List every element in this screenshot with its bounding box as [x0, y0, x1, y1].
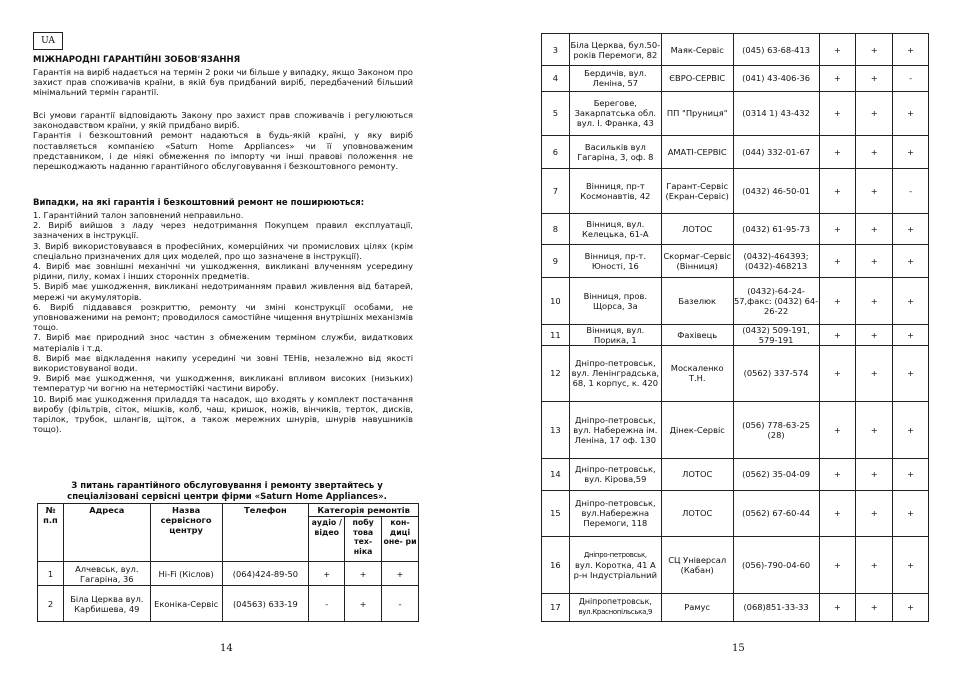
- table-row: 12 Дніпро-петровськ, вул. Ленінградська, 68, 1 корпус, к. 420 Москаленко Т.Н. (0562) 337-574 + + +: [542, 346, 929, 402]
- address-cell: Берегове, Закарпатська обл. вул. І. Франка, 43: [569, 91, 661, 135]
- table-row: 3 Біла Церква, бул.50- років Перемоги, 82 Маяк-Сервіс (045) 63-68-413 + + +: [542, 34, 929, 66]
- exclusions-list: [33, 210, 413, 434]
- exclusion-item: 2. Виріб вийшов з ладу через недотримання Покупцем правил експлуатації, зазначених в інструкції.: [33, 220, 413, 241]
- header-address: Адреса: [63, 504, 150, 562]
- address-cell: Біла Церква, бул.50- років Перемоги, 82: [569, 34, 661, 66]
- service-centers-title: З питань гарантійного обслуговування і ремонту звертайтесь у спеціалізовані сервісні центри фірми «Saturn Home Appliances».: [67, 481, 387, 502]
- exclusion-item: 1. Гарантійний талон заповнений неправильно.: [33, 210, 244, 220]
- page-number: 14: [220, 643, 233, 654]
- table-row: 15 Дніпро-петровськ, вул.Набережна Перемоги, 118 ЛОТОС (0562) 67-60-44 + + +: [542, 490, 929, 536]
- language-label: UA: [33, 32, 63, 50]
- header-category: Категорія ремонтів: [309, 504, 419, 517]
- exclusion-item: 8. Виріб має відкладення накипу усередині чи зовні ТЕНів, незалежно від якості використовуваної води.: [33, 352, 413, 374]
- right-page: [477, 0, 954, 675]
- address-cell: Дніпро-петровськ, вул. Ленінградська, 68, 1 корпус, к. 420: [569, 346, 661, 402]
- service-table-right: [541, 33, 929, 622]
- table-row: 6 Васильків вул Гагаріна, 3, оф. 8 АМАТІ-СЕРВІС (044) 332-01-67 + + +: [542, 136, 929, 169]
- page-number: 15: [732, 643, 745, 654]
- exclusion-item: 5. Виріб має ушкодження, викликані недотриманням правил живлення від батарей, мережі чи акумуляторів.: [33, 281, 413, 302]
- table-row: 1 Алчевськ, вул. Гагаріна, 36 Hi-Fi (Кіслов) (064)424-89-50 + + +: [38, 562, 419, 586]
- exclusion-item: 9. Виріб має ушкодження, чи ушкодження, викликані впливом високих (низьких) температур чи вогню на нетермостійкі частини виробу.: [33, 373, 413, 394]
- address-cell: Вінниця, пр-т. Юності, 16: [569, 245, 661, 278]
- header-audio-video: аудіо / відео: [309, 516, 345, 561]
- header-appliances: побу това тех- ніка: [345, 516, 382, 561]
- warranty-title: МІЖНАРОДНІ ГАРАНТІЙНІ ЗОБОВ'ЯЗАННЯ: [33, 55, 241, 65]
- header-phone: Телефон: [222, 504, 309, 562]
- warranty-paragraph-1: Гарантія на виріб надається на термін 2 роки чи більше у випадку, якщо Законом про захист прав споживачів країни, в якій був придбаний виріб, передбачений більший мінімальний термін гарантії.: [33, 67, 413, 98]
- service-table-left: [37, 503, 419, 622]
- address-cell: Дніпро-петровськ, вул. Кірова,59: [569, 459, 661, 490]
- warranty-paragraph-2: Всі умови гарантії відповідають Закону про захист прав споживачів і регулюються законодавством країни, у якій придбано виріб. Гарантія і безкоштовний ремонт надаються в будь-якій країні, у яку виріб поставляється компанією «Saturn Home Appliances» чи її уповноваженим представником, і де ніякі обмеження по імпорту чи інші правові положення не перешкоджають наданню гарантійного обслуговування і безкоштовного ремонту.: [33, 110, 413, 172]
- table-row: 4 Бердичів, вул. Леніна, 57 ЄВРО-СЕРВІС (041) 43-406-36 + + -: [542, 66, 929, 91]
- table-row: 11 Вінниця, вул. Порика, 1 Фахівець (0432) 509-191, 579-191 + + +: [542, 324, 929, 345]
- table-row: 2 Біла Церква вул. Карбишева, 49 Еконіка-Сервіс (04563) 633-19 - + -: [38, 586, 419, 622]
- table-row: 5 Берегове, Закарпатська обл. вул. І. Франка, 43 ПП "Пруниця" (0314 1) 43-432 + + +: [542, 91, 929, 135]
- exclusion-item: 10. Виріб має ушкодження приладдя та насадок, що входять у комплект постачання виробу (фільтрів, сіток, мішків, колб, чаш, кришок, ножів, вінчиків, терток, дисків, тарілок, трубок, шлангів, щіток, а також мережних шнурів, шнурів навушників тощо).: [33, 393, 413, 435]
- address-cell: Дніпро-петровськ, вул. Набережна ім. Леніна, 17 оф. 130: [569, 401, 661, 459]
- address-cell: Дніпро-петровськ, вул.Набережна Перемоги, 118: [569, 490, 661, 536]
- address-cell: Вінниця, пров. Щорса, 3а: [569, 278, 661, 324]
- exclusion-item: 7. Виріб має природний знос частин з обмеженим терміном служби, видаткових матеріалів і т.д.: [33, 332, 413, 353]
- header-num: № п.п: [38, 504, 64, 562]
- address-cell: Вінниця, вул. Келецька, 61-А: [569, 213, 661, 244]
- table-row: 10 Вінниця, пров. Щорса, 3а Базелюк (0432)-64-24-57,факс: (0432) 64-26-22 + + +: [542, 278, 929, 324]
- exclusion-item: 3. Виріб використовувався в професійних, комерційних чи промислових цілях (крім спеціально призначених для цих моделей, про що зазначене в інструкції).: [33, 240, 413, 261]
- exclusions-title: Випадки, на які гарантія і безкоштовний ремонт не поширюються:: [33, 198, 365, 208]
- table-row: 9 Вінниця, пр-т. Юності, 16 Скормаг-Сервіс (Вінниця) (0432)-464393; (0432)-468213 + + +: [542, 245, 929, 278]
- table-row: 14 Дніпро-петровськ, вул. Кірова,59 ЛОТОС (0562) 35-04-09 + + +: [542, 459, 929, 490]
- table-row: 17 Дніпропетровськ, вул.Краснопільська,9 Рамус (068)851-33-33 + + +: [542, 593, 929, 621]
- address-cell: Дніпро-петровськ, вул. Коротка, 41 А р-н Індустріальний: [569, 537, 661, 594]
- table-row: 13 Дніпро-петровськ, вул. Набережна ім. Леніна, 17 оф. 130 Дінек-Сервіс (056) 778-63-25 (28) + + +: [542, 401, 929, 459]
- header-center: Назва сервісного центру: [150, 504, 222, 562]
- table-row: 7 Вінниця, пр-т Космонавтів, 42 Гарант-Сервіс (Екран-Сервіс) (0432) 46-50-01 + + -: [542, 169, 929, 213]
- address-cell: Вінниця, вул. Порика, 1: [569, 324, 661, 345]
- address-cell: Васильків вул Гагаріна, 3, оф. 8: [569, 136, 661, 169]
- address-cell: Бердичів, вул. Леніна, 57: [569, 66, 661, 91]
- table-row: 16 Дніпро-петровськ, вул. Коротка, 41 А р-н Індустріальний СЦ Універсал (Кабан) (056)-790-04-60 + + +: [542, 537, 929, 594]
- header-conditioners: кон- диці оне- ри: [382, 516, 419, 561]
- address-cell: Дніпропетровськ, вул.Краснопільська,9: [569, 593, 661, 621]
- table-row: 8 Вінниця, вул. Келецька, 61-А ЛОТОС (0432) 61-95-73 + + +: [542, 213, 929, 244]
- exclusion-item: 6. Виріб піддавався розкриттю, ремонту чи зміні конструкції особами, не уповноваженими на ремонт; проводилося самостійне чищення внутрішніх механізмів тощо.: [33, 301, 413, 333]
- exclusion-item: 4. Виріб має зовнішні механічні чи ушкодження, викликані влученням усередину рідини, пилу, комах і інших сторонніх предметів.: [33, 261, 413, 282]
- address-cell: Вінниця, пр-т Космонавтів, 42: [569, 169, 661, 213]
